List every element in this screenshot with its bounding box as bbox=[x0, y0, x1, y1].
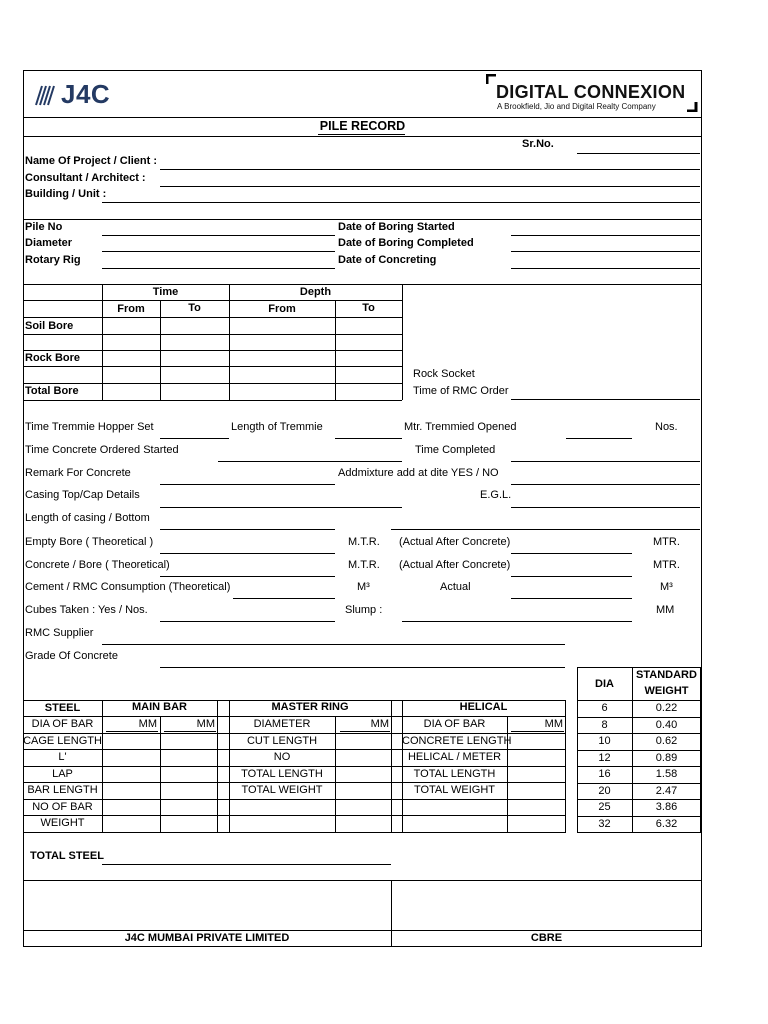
concrete-bore-mtr-unit: MTR. bbox=[653, 559, 680, 571]
boring-started-label: Date of Boring Started bbox=[338, 221, 455, 233]
main-bar-mm-1: MM bbox=[138, 718, 157, 730]
casing-length-label: Length of casing / Bottom bbox=[25, 512, 150, 524]
j4c-logo-icon bbox=[33, 80, 57, 108]
tremmie-hopper-field[interactable] bbox=[160, 438, 229, 439]
steel-row-label-4: BAR LENGTH bbox=[27, 784, 98, 796]
steel-row-label-6: WEIGHT bbox=[40, 817, 85, 829]
name-of-project-label: Name Of Project / Client : bbox=[25, 155, 158, 167]
grade-field[interactable] bbox=[160, 667, 565, 668]
dia-cell: 25 bbox=[598, 801, 611, 813]
time-from-header: From bbox=[117, 303, 145, 315]
consultant-field[interactable] bbox=[160, 186, 700, 187]
master-ring-mm: MM bbox=[370, 718, 389, 730]
depth-from-header: From bbox=[268, 303, 296, 315]
master-ring-row-label-0: DIAMETER bbox=[253, 718, 311, 730]
total-bore-label: Total Bore bbox=[25, 385, 79, 397]
dia-cell: 20 bbox=[598, 785, 611, 797]
main-bar-mm-2: MM bbox=[196, 718, 215, 730]
empty-bore-actual-field[interactable] bbox=[511, 553, 632, 554]
dia-cell: 10 bbox=[598, 735, 611, 747]
dc-logo-title: DIGITAL CONNEXION bbox=[496, 82, 686, 102]
signature-box-left[interactable] bbox=[24, 881, 390, 930]
dia-header: DIA bbox=[595, 678, 614, 690]
dia-cell: 32 bbox=[598, 818, 611, 830]
depth-header: Depth bbox=[299, 286, 332, 298]
rmc-supplier-field[interactable] bbox=[102, 644, 565, 645]
dia-cell: 6 bbox=[601, 702, 608, 714]
rock-bore-label: Rock Bore bbox=[25, 352, 81, 364]
steel-row-label-1: CAGE LENGTH bbox=[23, 735, 102, 747]
cement-field[interactable] bbox=[233, 598, 335, 599]
concrete-bore-actual-field[interactable] bbox=[511, 576, 632, 577]
dc-logo-subtitle: A Brookfield, Jio and Digital Realty Company bbox=[497, 102, 656, 111]
page-title: PILE RECORD bbox=[319, 119, 406, 133]
admixture-label: Addmixture add at dite YES / NO bbox=[338, 467, 499, 479]
concrete-bore-actual-label: (Actual After Concrete) bbox=[399, 559, 511, 571]
weight-cell: 0.40 bbox=[655, 719, 678, 731]
mtr-tremmied-label: Mtr. Tremmied Opened bbox=[404, 421, 517, 433]
helical-mm: MM bbox=[544, 718, 563, 730]
casing-top-label: Casing Top/Cap Details bbox=[25, 489, 140, 501]
main-bar-header: MAIN BAR bbox=[132, 701, 187, 713]
cement-actual-field[interactable] bbox=[511, 598, 632, 599]
weight-cell: 0.89 bbox=[655, 752, 678, 764]
total-steel-label: TOTAL STEEL bbox=[30, 850, 104, 862]
sr-no-label: Sr.No. bbox=[522, 138, 554, 150]
length-tremmie-field[interactable] bbox=[335, 438, 402, 439]
boring-completed-field[interactable] bbox=[511, 251, 700, 252]
empty-bore-actual-label: (Actual After Concrete) bbox=[399, 536, 511, 548]
dia-cell: 12 bbox=[598, 752, 611, 764]
soil-bore-label: Soil Bore bbox=[25, 320, 74, 332]
master-ring-row-label-4: TOTAL WEIGHT bbox=[241, 784, 323, 796]
slump-mm: MM bbox=[656, 604, 675, 616]
rmc-order-label: Time of RMC Order bbox=[413, 385, 509, 397]
weight-cell: 0.62 bbox=[655, 735, 678, 747]
weight-cell: 6.32 bbox=[655, 818, 678, 830]
rock-socket-label: Rock Socket bbox=[413, 368, 475, 380]
footer-company-right: CBRE bbox=[530, 932, 563, 944]
time-completed-field[interactable] bbox=[511, 461, 700, 462]
egl-field[interactable] bbox=[511, 507, 700, 508]
empty-bore-mtr-unit: MTR. bbox=[653, 536, 680, 548]
weight-cell: 0.22 bbox=[655, 702, 678, 714]
depth-to-header: To bbox=[362, 302, 375, 314]
time-completed-label: Time Completed bbox=[415, 444, 496, 456]
master-ring-row-label-3: TOTAL LENGTH bbox=[241, 768, 323, 780]
casing-top-field[interactable] bbox=[160, 507, 402, 508]
slump-field[interactable] bbox=[402, 621, 632, 622]
empty-bore-mtr: M.T.R. bbox=[348, 536, 380, 548]
concrete-ordered-label: Time Concrete Ordered Started bbox=[25, 444, 179, 456]
total-steel-field[interactable] bbox=[102, 864, 391, 865]
remark-label: Remark For Concrete bbox=[25, 467, 131, 479]
master-ring-row-label-1: CUT LENGTH bbox=[246, 735, 318, 747]
time-header: Time bbox=[152, 286, 179, 298]
nos-label: Nos. bbox=[655, 421, 678, 433]
rotary-rig-label: Rotary Rig bbox=[25, 254, 81, 266]
j4c-logo bbox=[33, 78, 110, 110]
rmc-order-field[interactable] bbox=[511, 399, 700, 400]
name-of-project-field[interactable] bbox=[160, 169, 700, 170]
remark-field[interactable] bbox=[160, 484, 335, 485]
boring-started-field[interactable] bbox=[511, 235, 700, 236]
helical-row-label-2: HELICAL / METER bbox=[407, 751, 502, 763]
weight-cell: 2.47 bbox=[655, 785, 678, 797]
mtr-tremmied-field[interactable] bbox=[566, 438, 632, 439]
weight-cell: 3.86 bbox=[655, 801, 678, 813]
dia-cell: 8 bbox=[601, 719, 608, 731]
cement-actual-m3: M³ bbox=[660, 581, 673, 593]
time-to-header: To bbox=[188, 302, 201, 314]
std-weight-header-1: STANDARD bbox=[636, 669, 697, 681]
sr-no-field[interactable] bbox=[577, 153, 700, 154]
footer-company-left: J4C MUMBAI PRIVATE LIMITED bbox=[124, 932, 290, 944]
concrete-ordered-field[interactable] bbox=[218, 461, 402, 462]
building-field[interactable] bbox=[102, 202, 700, 203]
pile-no-label: Pile No bbox=[25, 221, 63, 233]
diameter-label: Diameter bbox=[25, 237, 73, 249]
steel-row-label-3: LAP bbox=[52, 768, 73, 780]
consultant-label: Consultant / Architect : bbox=[25, 172, 146, 184]
empty-bore-field[interactable] bbox=[160, 553, 335, 554]
egl-label: E.G.L. bbox=[480, 489, 512, 501]
grade-label: Grade Of Concrete bbox=[25, 650, 118, 662]
cement-m3: M³ bbox=[357, 581, 370, 593]
helical-header: HELICAL bbox=[459, 701, 508, 713]
concrete-bore-mtr: M.T.R. bbox=[348, 559, 380, 571]
weight-cell: 1.58 bbox=[655, 768, 678, 780]
helical-row-label-1: CONCRETE LENGTH bbox=[402, 735, 512, 747]
std-weight-header-2: WEIGHT bbox=[644, 685, 689, 697]
signature-box-right[interactable] bbox=[392, 881, 701, 930]
slump-label: Slump : bbox=[345, 604, 383, 616]
j4c-logo-text: J4C bbox=[61, 78, 111, 109]
helical-row-label-3: TOTAL LENGTH bbox=[413, 768, 496, 780]
cubes-field[interactable] bbox=[160, 621, 335, 622]
rotary-rig-field[interactable] bbox=[102, 268, 335, 269]
steel-row-label-2: L' bbox=[58, 751, 67, 763]
helical-row-label-4: TOTAL WEIGHT bbox=[413, 784, 496, 796]
master-ring-header: MASTER RING bbox=[271, 701, 349, 713]
steel-row-label-0: DIA OF BAR bbox=[31, 718, 94, 730]
length-tremmie-label: Length of Tremmie bbox=[231, 421, 323, 433]
boring-completed-label: Date of Boring Completed bbox=[338, 237, 474, 249]
master-ring-row-label-2: NO bbox=[273, 751, 291, 763]
pile-no-field[interactable] bbox=[102, 235, 335, 236]
diameter-field[interactable] bbox=[102, 251, 335, 252]
cement-label: Cement / RMC Consumption (Theoretical) bbox=[25, 581, 231, 593]
concreting-field[interactable] bbox=[511, 268, 700, 269]
steel-header: STEEL bbox=[44, 702, 81, 714]
concrete-bore-field[interactable] bbox=[160, 576, 335, 577]
dia-cell: 16 bbox=[598, 768, 611, 780]
helical-row-label-0: DIA OF BAR bbox=[423, 718, 486, 730]
concrete-bore-label: Concrete / Bore ( Theoretical) bbox=[25, 559, 170, 571]
concreting-label: Date of Concreting bbox=[338, 254, 437, 266]
admixture-field[interactable] bbox=[511, 484, 700, 485]
cement-actual-label: Actual bbox=[440, 581, 471, 593]
building-label: Building / Unit : bbox=[25, 188, 107, 200]
steel-row-label-5: NO OF BAR bbox=[32, 801, 93, 813]
casing-length-field[interactable] bbox=[160, 529, 335, 530]
tremmie-hopper-label: Time Tremmie Hopper Set bbox=[25, 421, 154, 433]
cubes-label: Cubes Taken : Yes / Nos. bbox=[25, 604, 148, 616]
rmc-supplier-label: RMC Supplier bbox=[25, 627, 94, 639]
empty-bore-label: Empty Bore ( Theoretical ) bbox=[25, 536, 154, 548]
